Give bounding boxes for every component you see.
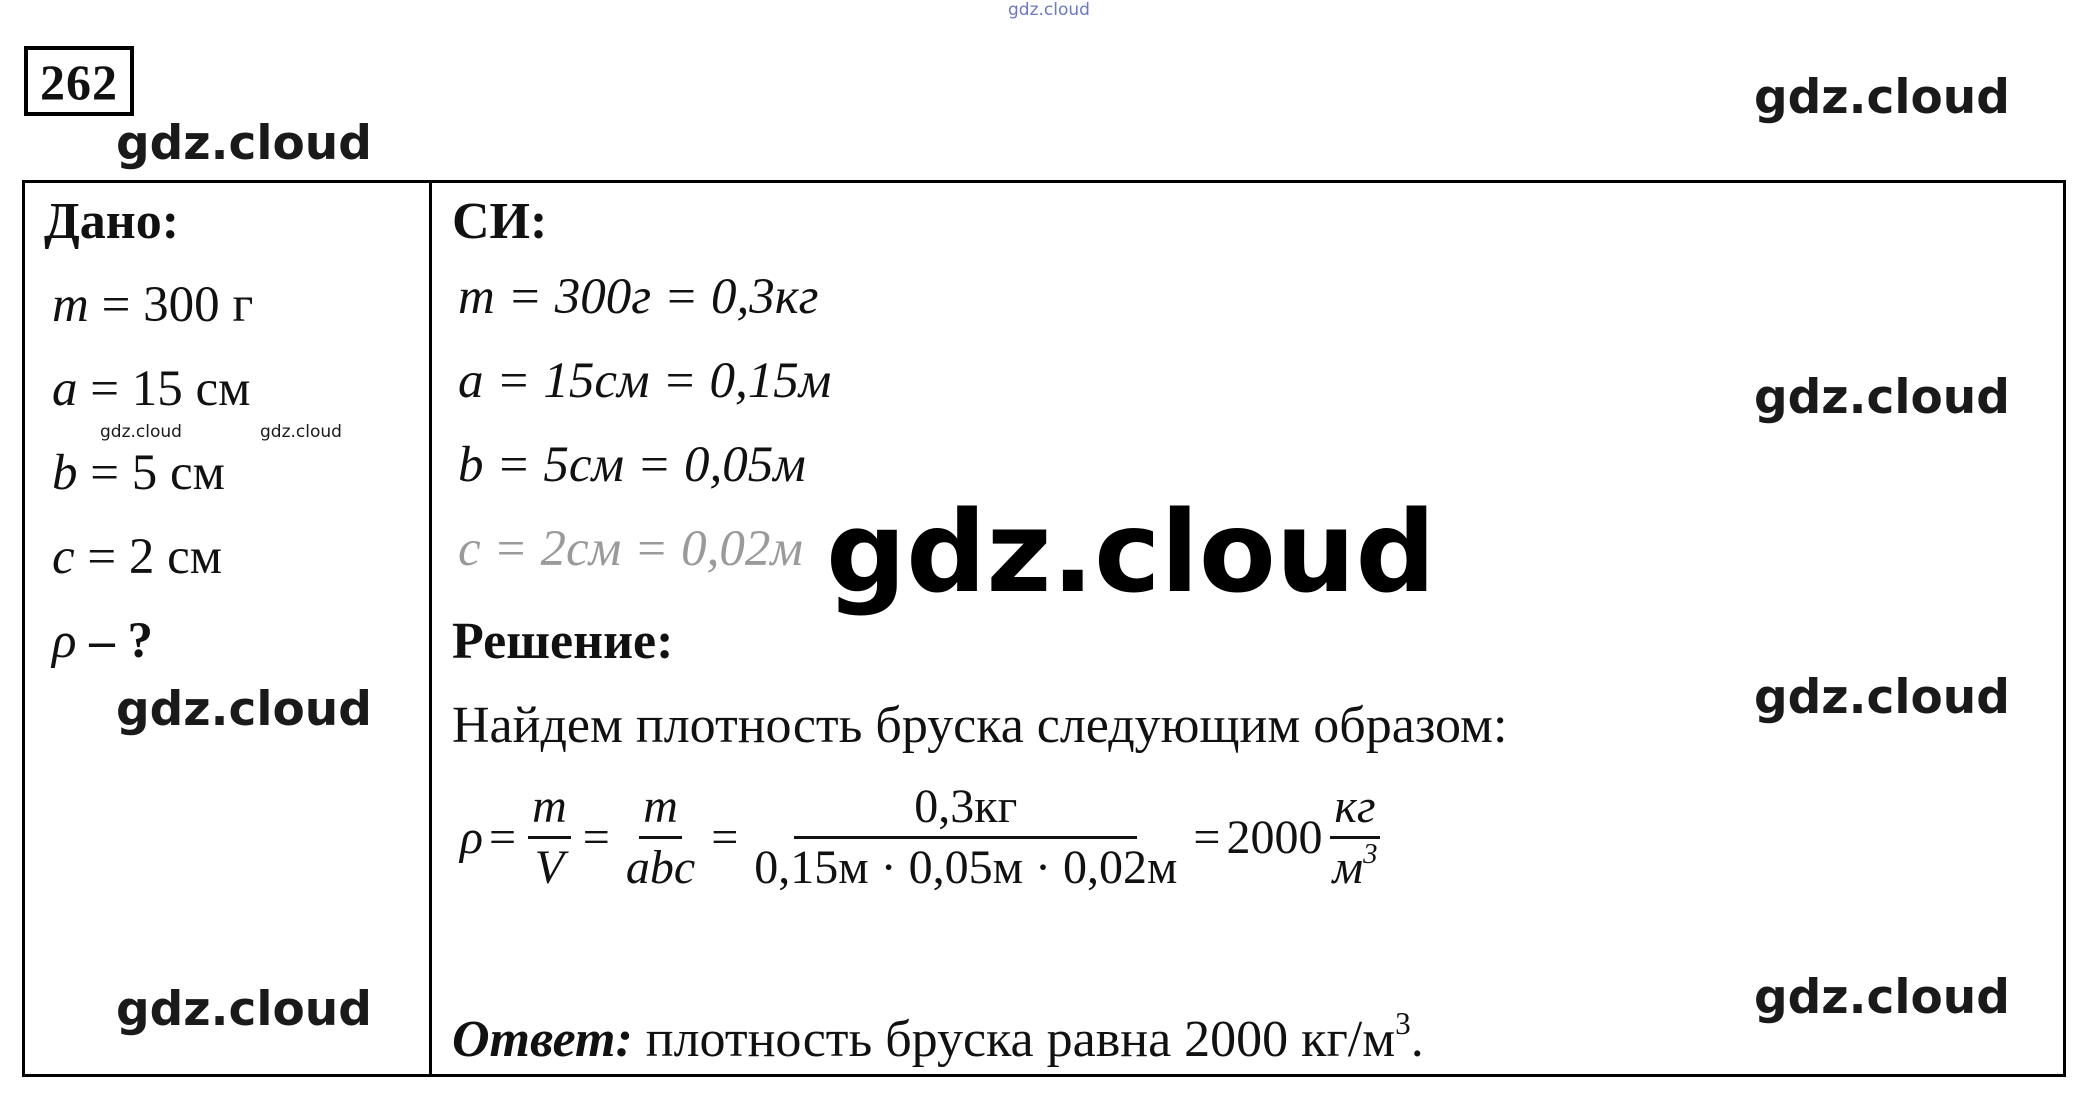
solution-heading: Решение: (452, 613, 674, 670)
fraction-m-over-v: $\frac{m}{V}$ (528, 782, 571, 894)
given-heading: Дано: (44, 193, 180, 250)
given-mass: m = 300 г (52, 277, 254, 333)
given-height-c: c = 2 см (52, 529, 223, 585)
watermark: gdz.cloud (1754, 70, 2010, 125)
watermark-small: gdz.cloud (100, 422, 182, 442)
si-width-b: b = 5см = 0,05м (458, 437, 806, 493)
watermark: gdz.cloud (116, 116, 372, 171)
column-divider (429, 180, 432, 1077)
given-length-a: a = 15 см (52, 361, 251, 417)
watermark-large: gdz.cloud (826, 488, 1436, 618)
problem-number: 262 (24, 46, 134, 116)
si-heading: СИ: (452, 193, 548, 250)
si-mass: m = 300г = 0,3кг (458, 269, 819, 325)
watermark: gdz.cloud (1754, 370, 2010, 425)
solution-table (22, 180, 2066, 1077)
watermark-small: gdz.cloud (260, 422, 342, 442)
answer-label: Ответ: (452, 1011, 633, 1068)
given-width-b: b = 5 см (52, 445, 225, 501)
watermark: gdz.cloud (1754, 970, 2010, 1025)
watermark: gdz.cloud (1754, 670, 2010, 725)
result-value: 2000 (1226, 811, 1323, 865)
given-unknown-density: ρ – ? (52, 613, 153, 669)
solution-text: Найдем плотность бруска следующим образом: (452, 697, 1508, 754)
fraction-numeric: $\frac{0,3кг}{0,15м \cdot 0,05м \cdot 0,02м}$ (754, 780, 1178, 895)
si-length-a: a = 15см = 0,15м (458, 353, 832, 409)
watermark: gdz.cloud (116, 682, 372, 737)
answer-line: Ответ: плотность бруска равна 2000 $кг/м^3$. (452, 1006, 1424, 1068)
si-height-c: c = 2см = 0,02м (458, 521, 803, 577)
density-formula: ρ = $\frac{m}{V}$ = $\frac{m}{\text{abc}}$ = $\frac{0,3кг}{0,15м \cdot 0,05м \cdot 0,02м}$ = 2000 $\frac{кг}{м^3}$ (460, 782, 1387, 894)
fraction-m-over-abc: $\frac{m}{\text{abc}}$ (625, 780, 696, 895)
watermark: gdz.cloud (116, 982, 372, 1037)
result-unit: $\frac{кг}{м^3}$ (1328, 782, 1381, 894)
watermark-top: gdz.cloud (1008, 0, 1090, 20)
